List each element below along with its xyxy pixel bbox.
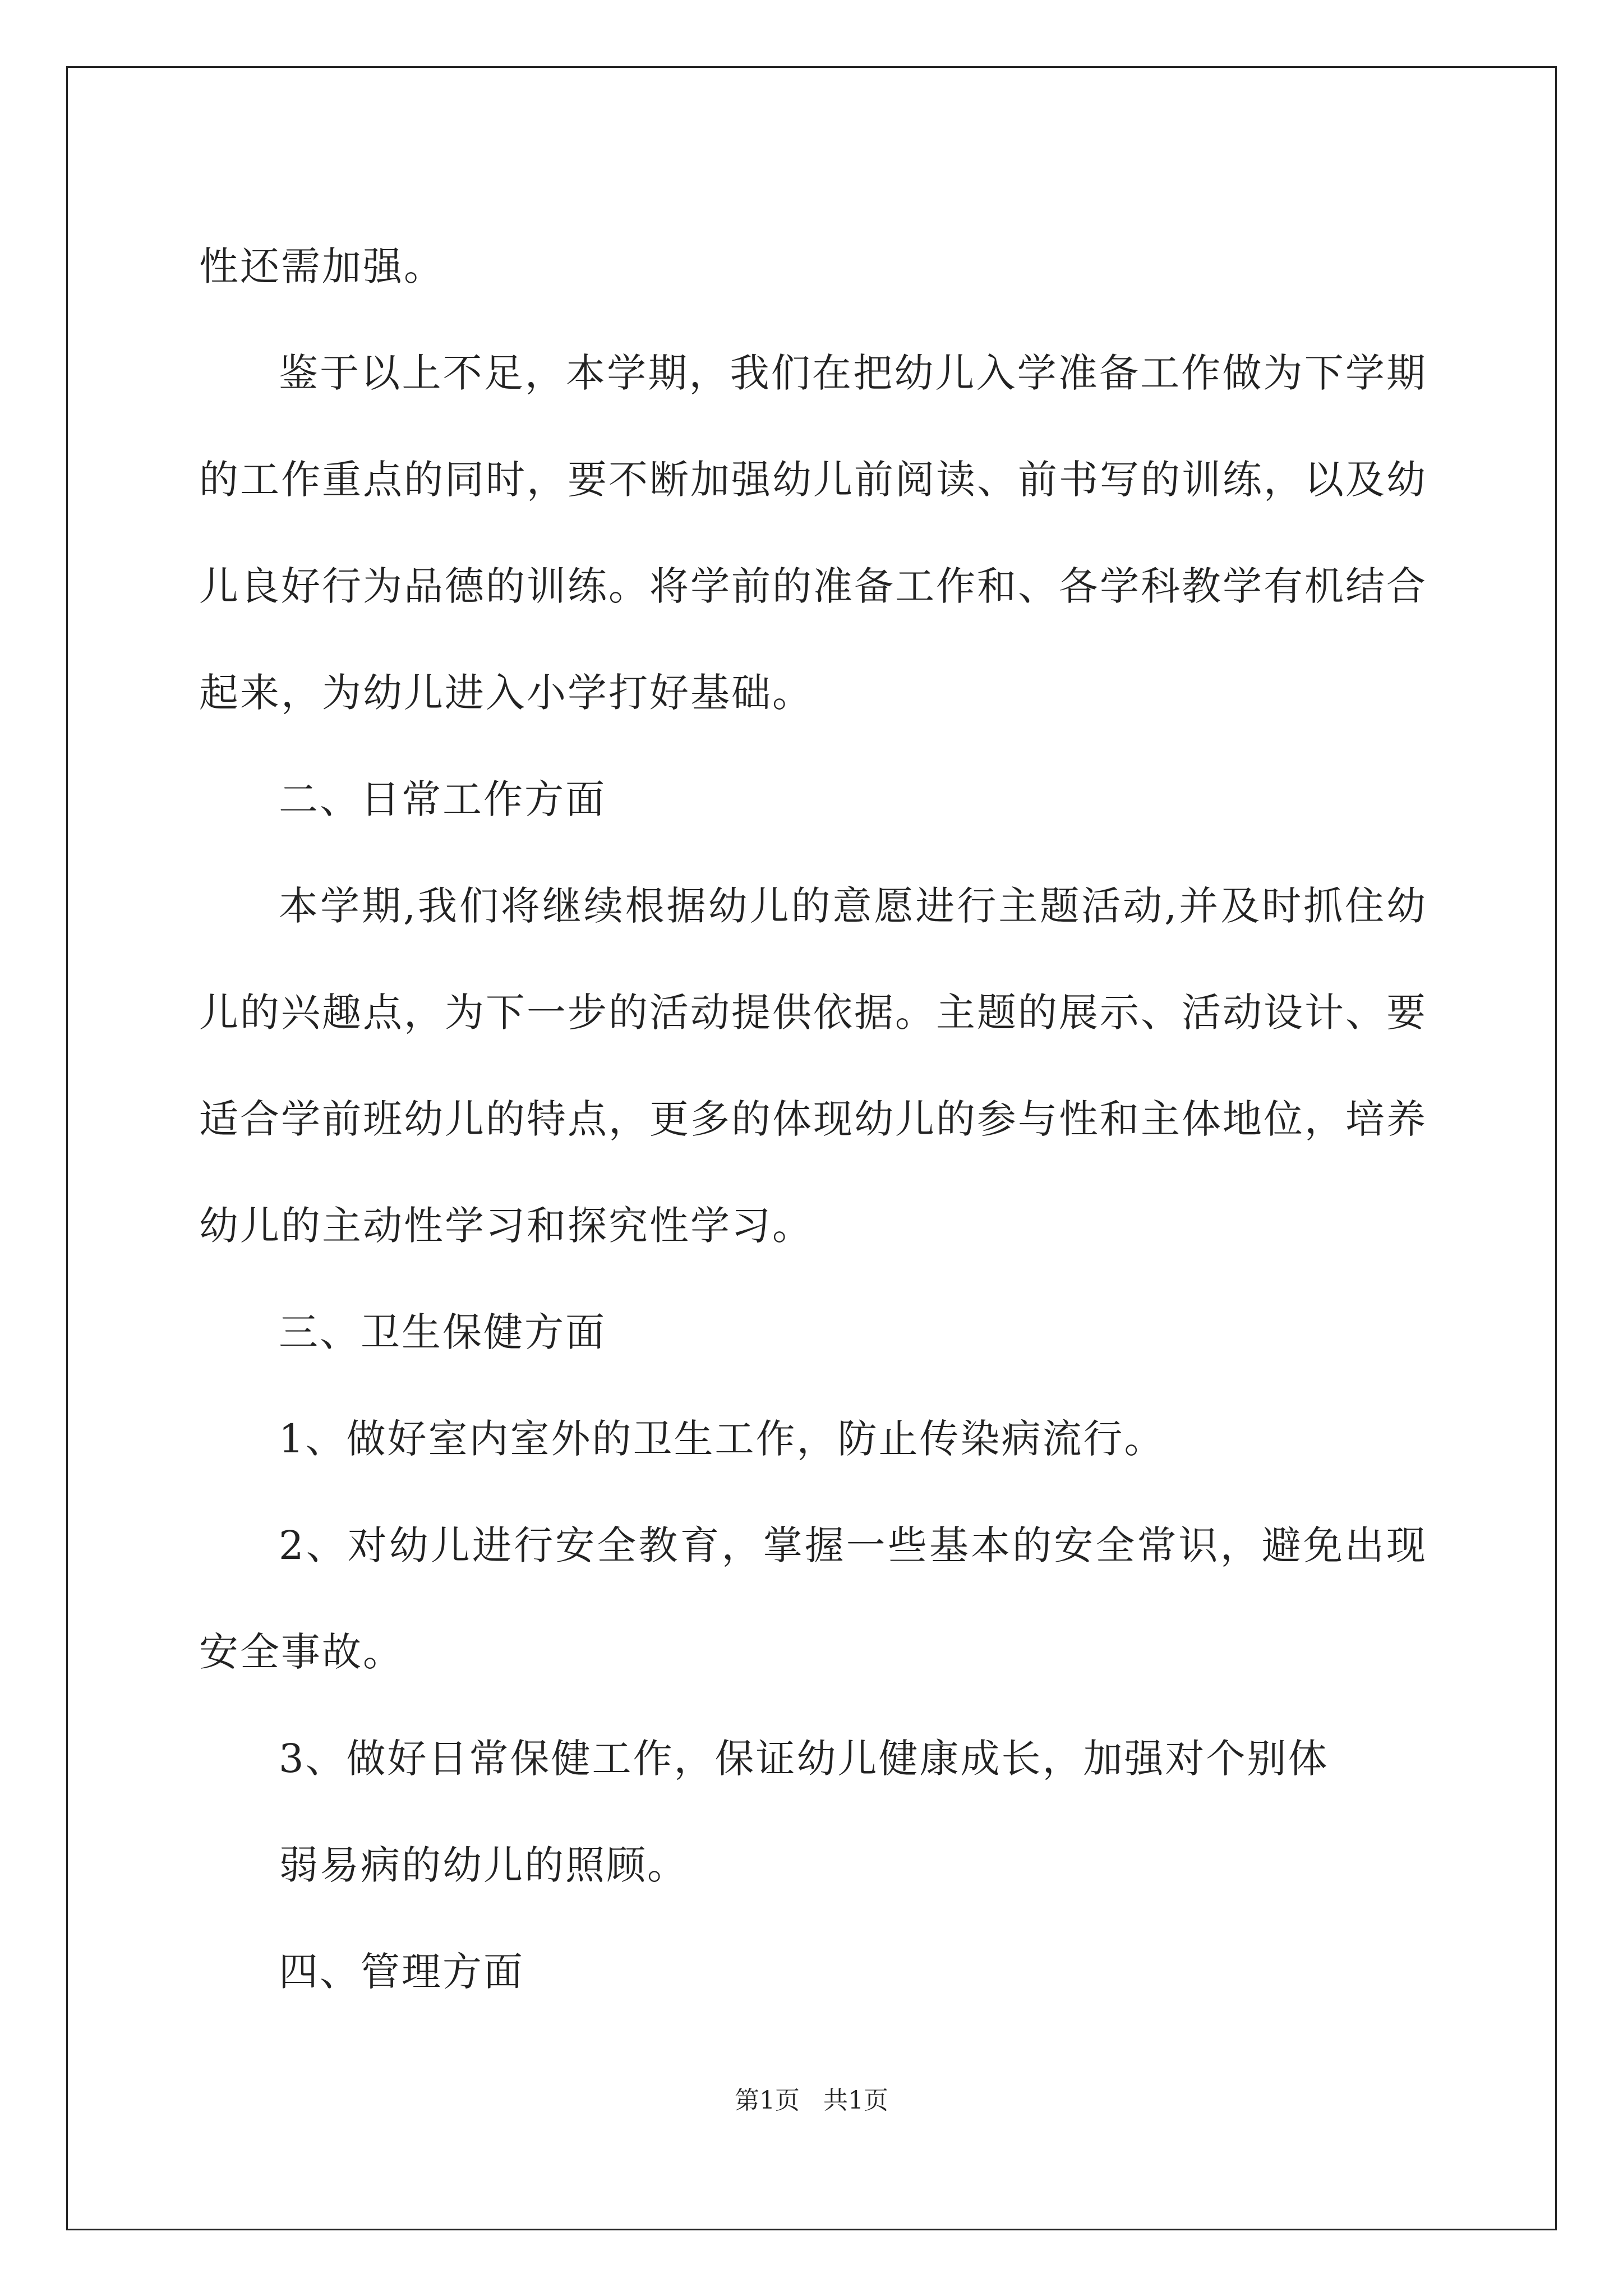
paragraph-daily-work: 本学期,我们将继续根据幼儿的意愿进行主题活动,并及时抓住幼儿的兴趣点，为下一步的活动提供依据。主题的展示、活动设计、要适合学前班幼儿的特点，更多的体现幼儿的参与性和主体地位，培养幼儿的主动性学习和探究性学习。 <box>199 883 1427 1249</box>
page-footer: 第1页 共1页 <box>735 2086 888 2115</box>
health-item-1: 1、做好室内室外的卫生工作，防止传染病流行。 <box>279 1416 1165 1462</box>
document-body <box>199 213 1427 2025</box>
health-item-2: 2、对幼儿进行安全教育，掌握一些基本的安全常识，避免出现安全事故。 <box>199 1522 1427 1675</box>
section-heading-daily-work: 二、日常工作方面 <box>279 776 606 822</box>
paragraph-continuation: 性还需加强。 <box>199 243 445 289</box>
section-heading-health: 三、卫生保健方面 <box>279 1309 606 1355</box>
health-item-3-continued: 弱易病的幼儿的照顾。 <box>279 1842 688 1888</box>
health-item-3: 3、做好日常保健工作，保证幼儿健康成长，加强对个别体 <box>279 1736 1329 1782</box>
section-heading-management: 四、管理方面 <box>279 1949 524 1995</box>
paragraph-summary: 鉴于以上不足，本学期，我们在把幼儿入学准备工作做为下学期的工作重点的同时，要不断加强幼儿前阅读、前书写的训练，以及幼儿良好行为品德的训练。将学前的准备工作和、各学科教学有机结合起来，为幼儿进入小学打好基础。 <box>199 350 1427 716</box>
